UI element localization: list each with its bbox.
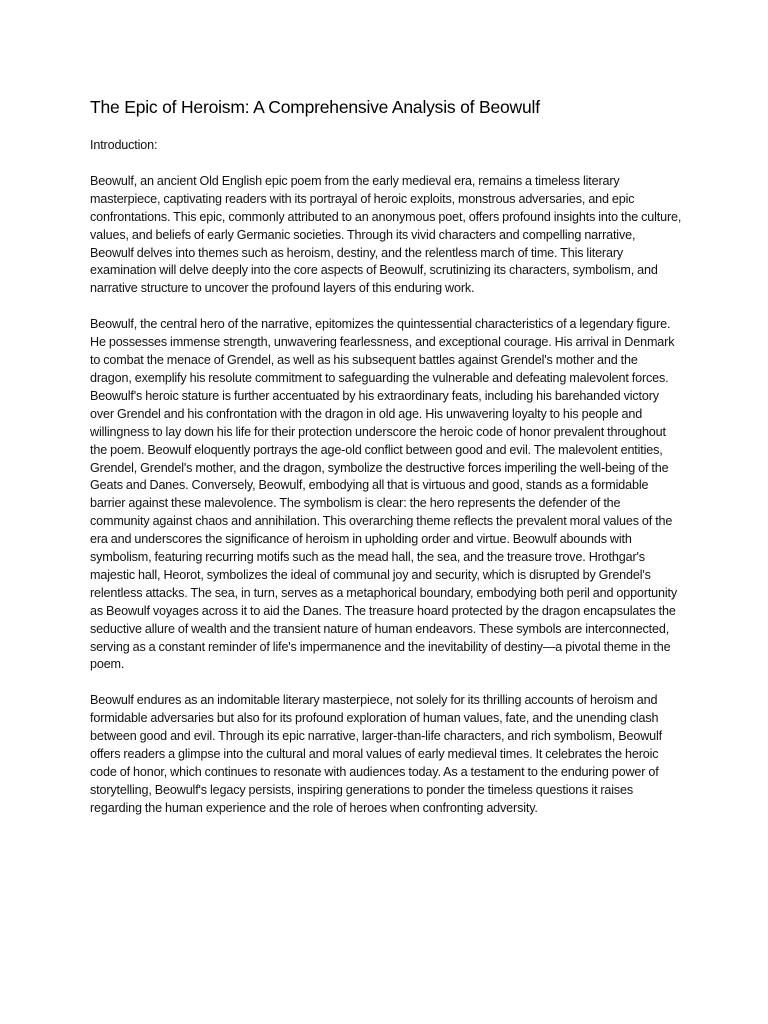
paragraph-conclusion: Beowulf endures as an indomitable literary masterpiece, not solely for its thrilling accounts of heroism and formidable adversaries but also for its profound exploration of human values, fate, and the unending clash between good and evil. Through its epic narrative, larger-than-life characters, and rich symbolism, Beowulf offers readers a glimpse into the cultural and moral values of early medieval times. It celebrates the heroic code of honor, which continues to resonate with audiences today. As a testament to the enduring power of storytelling, Beowulf's legacy persists, inspiring generations to ponder the timeless questions it raises regarding the human experience and the role of heroes when confronting adversity. <box>90 693 663 815</box>
paragraph-hero-analysis: Beowulf, the central hero of the narrative, epitomizes the quintessential characteristics of a legendary figure. He possesses immense strength, unwavering fearlessness, and exceptional courage. His arrival in Denmark to combat the menace of Grendel, as well as his subsequent battles against Grendel's mother and the dragon, exemplify his resolute commitment to safeguarding the vulnerable and defeating malevolent forces. Beowulf's heroic stature is further accentuated by his extraordinary feats, including his barehanded victory over Grendel and his confrontation with the dragon in old age. His unwavering loyalty to his people and willingness to lay down his life for their protection underscore the heroic code of honor prevalent throughout the poem. Beowulf eloquently portrays the age-old conflict between good and evil. The malevolent entities, Grendel, Grendel's mother, and the dragon, symbolize the destructive forces imperiling the well-being of the Geats and Danes. Conversely, Beowulf, embodying all that is virtuous and good, stands as a formidable barrier against these malevolence. The symbolism is clear: the hero represents the defender of the community against chaos and annihilation. This overarching theme reflects the prevalent moral values of the era and underscores the significance of heroism in upholding order and virtue. Beowulf abounds with symbolism, featuring recurring motifs such as the mead hall, the sea, and the treasure trove. Hrothgar's majestic hall, Heorot, symbolizes the ideal of communal joy and security, which is disrupted by Grendel's relentless attacks. The sea, in turn, serves as a metaphorical boundary, embodying both peril and opportunity as Beowulf voyages across it to aid the Danes. The treasure hoard protected by the dragon encapsulates the seductive allure of wealth and the transient nature of human endeavors. These symbols are interconnected, serving as a constant reminder of life's impermanence and the inevitability of destiny—a pivotal theme in the poem. <box>90 317 678 672</box>
paragraph-introduction: Beowulf, an ancient Old English epic poem from the early medieval era, remains a timeless literary masterpiece, captivating readers with its portrayal of heroic exploits, monstrous adversaries, and epic confrontations. This epic, commonly attributed to an anonymous poet, offers profound insights into the culture, values, and beliefs of early Germanic societies. Through its vivid characters and compelling narrative, Beowulf delves into themes such as heroism, destiny, and the relentless march of time. This literary examination will delve deeply into the core aspects of Beowulf, scrutinizing its characters, symbolism, and narrative structure to uncover the profound layers of this enduring work. <box>90 173 682 296</box>
document-page <box>90 96 682 836</box>
section-label-introduction: Introduction: <box>90 138 158 152</box>
document-title: The Epic of Heroism: A Comprehensive Analysis of Beowulf <box>90 97 540 117</box>
